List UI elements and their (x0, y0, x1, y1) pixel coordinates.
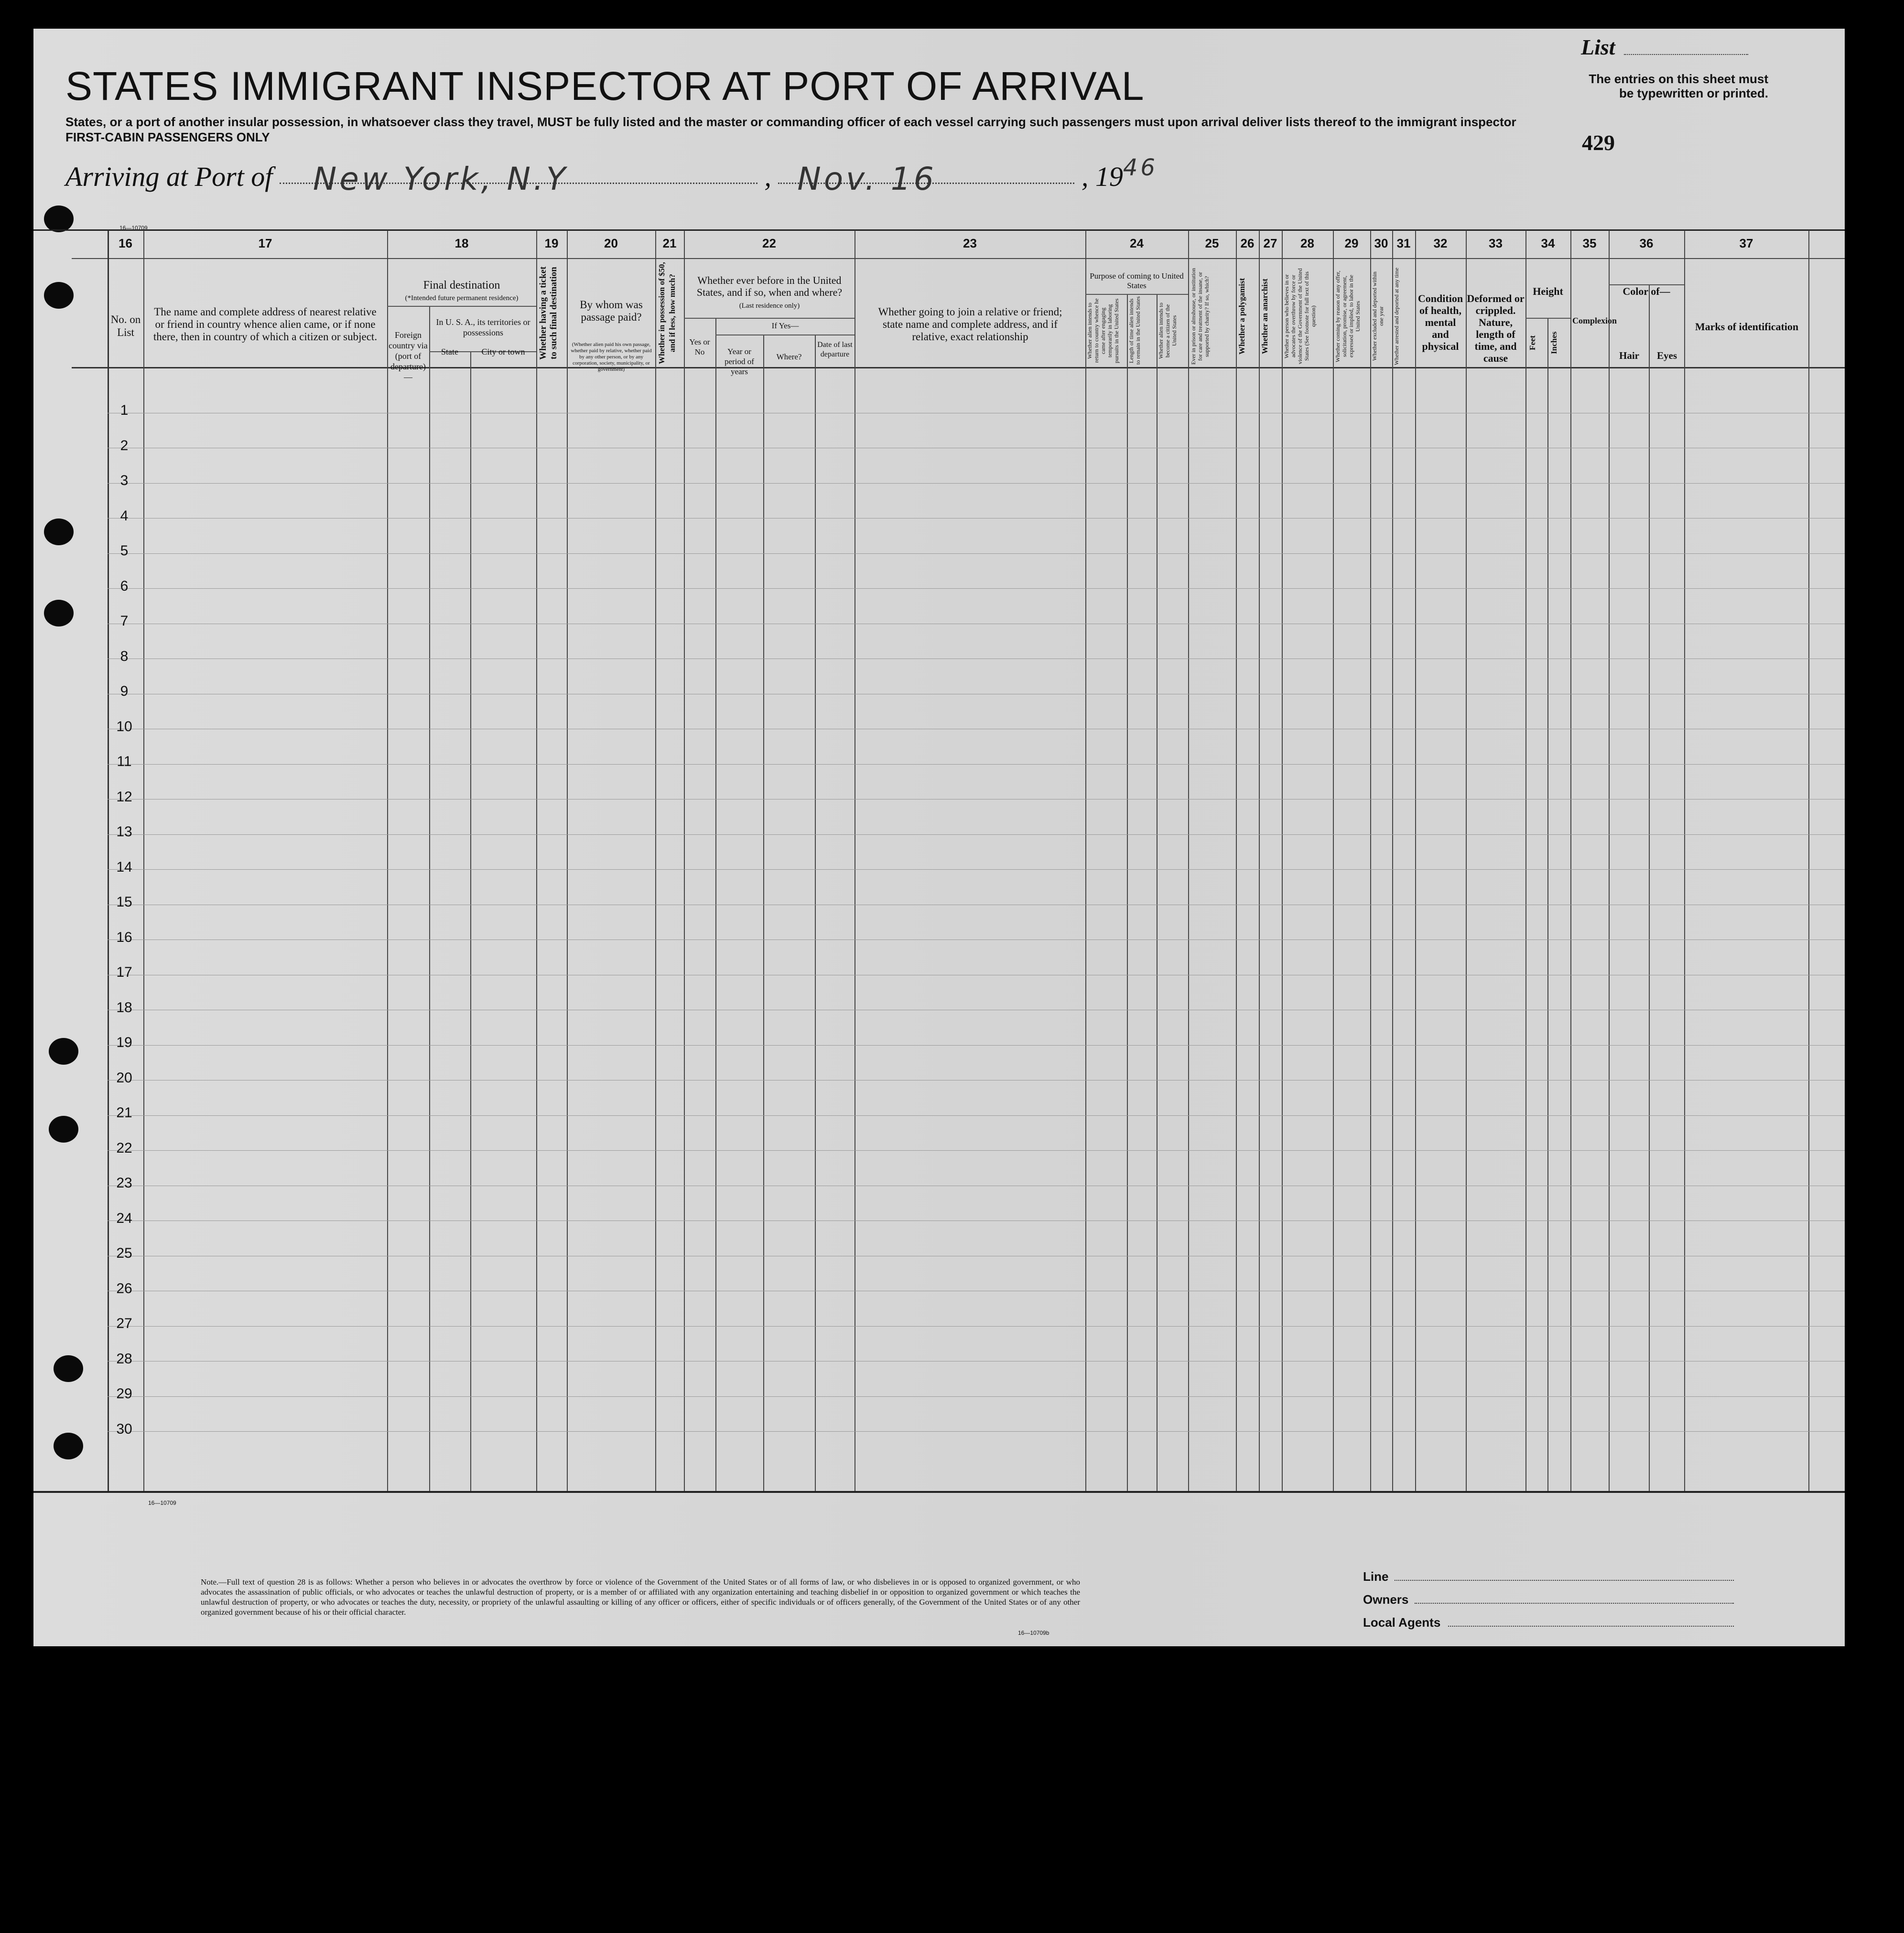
row-number: 17 (116, 964, 132, 980)
col-num-21: 21 (662, 236, 677, 250)
row-rule (108, 1045, 1845, 1046)
row-number: 11 (117, 754, 132, 769)
col-num-24: 24 (1130, 236, 1144, 250)
column-rule (684, 230, 685, 1491)
col-num-19: 19 (544, 236, 559, 250)
column-rule (815, 335, 816, 1491)
row-number: 27 (116, 1316, 132, 1331)
row-number: 14 (116, 859, 132, 875)
date-handwritten: Nov. 16 (797, 161, 937, 197)
column-rule (1127, 294, 1128, 1491)
heading-date-last-departure: Date of last departure (817, 341, 853, 358)
row-number: 6 (120, 578, 129, 594)
row-number: 19 (116, 1035, 132, 1050)
column-rule (387, 230, 388, 1491)
heading-possession-50: Whether in possession of $50, and if less, how much? (657, 262, 677, 364)
column-rule (1466, 230, 1467, 1491)
row-number: 5 (120, 543, 129, 559)
column-rule (1188, 230, 1189, 1491)
heading-state: State (441, 347, 458, 356)
heading-purpose-c: Whether alien intends to become a citizen of the United States (1158, 302, 1178, 359)
row-rule (108, 834, 1845, 835)
heading-complexion: Complexion (1572, 316, 1617, 325)
table-bottom-rule (33, 1491, 1845, 1493)
punch-hole (44, 282, 74, 309)
column-rule (1157, 294, 1158, 1491)
footnote-question-28: Note.—Full text of question 28 is as follows: Whether a person who believes in or advocates the overthrow by force or violence of the Government of the United States or of all forms of law, or who disbelieves in or is opposed to organized government, or who advocates the assassination of public officials, or who advocates or teaches the unlawful destruction of property, or is a member of or affiliated with any organization entertaining and teaching disbelief in or opposition to organized government or which teaches the unlawful destruction of property, or who advocates or teaches the duty, necessity, or propriety of the unlawful assaulting or killing of any officer or officers, either of specific individuals or of officers generally, of the Government of the United States or of any other organized government because of his or their official character. (201, 1577, 1080, 1617)
local-agents-label: Local Agents (1363, 1615, 1441, 1630)
col-num-33: 33 (1489, 236, 1503, 250)
column-rule (1259, 230, 1260, 1491)
column-rule (1649, 284, 1650, 1491)
heading-q30: Whether excluded and deported within one year (1371, 271, 1385, 361)
row-number: 26 (116, 1280, 132, 1296)
arriving-line: Arriving at Port of New York, N.Y , Nov. 16 , $19^{46}$ (65, 154, 1158, 197)
row-rule (108, 1396, 1845, 1397)
col-num-31: 31 (1396, 236, 1411, 250)
punch-hole (44, 518, 74, 545)
row-rule (108, 1220, 1845, 1221)
row-number: 15 (116, 894, 132, 910)
col-num-28: 28 (1300, 236, 1314, 250)
heading-q28: Whether a person who believes in or advocates the overthrow by force or violence of the Government of the United States (See footnote for full text of this question) (1283, 268, 1317, 365)
column-rule (429, 306, 430, 1491)
heading-city-town: City or town (481, 347, 525, 356)
footnote-code: 16—10709b (1018, 1630, 1049, 1636)
heading-by-whom: By whom was passage paid? (580, 299, 643, 323)
row-number: 28 (116, 1350, 132, 1367)
entries-note-line-2: be typewritten or printed. (1619, 86, 1768, 100)
col-num-25: 25 (1205, 236, 1219, 250)
row-number: 29 (116, 1386, 132, 1402)
entries-note (1548, 72, 1768, 100)
row-number: 18 (116, 999, 132, 1015)
col-num-18: 18 (454, 236, 469, 250)
port-field (280, 161, 757, 197)
row-rule (108, 483, 1845, 484)
column-rule (470, 351, 471, 1491)
heading-q31: Whether arrested and deported at any time (1393, 268, 1400, 365)
row-number: 12 (116, 788, 132, 805)
col-num-32: 32 (1433, 236, 1448, 250)
punch-hole (44, 600, 74, 626)
heading-nearest-relative: The name and complete address of nearest relative or friend in country whence alien came, or if none there, then in country of which a citizen or subject. (153, 306, 378, 343)
row-number: 24 (116, 1210, 132, 1226)
row-rule (108, 1115, 1845, 1116)
row-number: 20 (116, 1069, 132, 1086)
heading-q29: Whether coming by reason of any offer, solicitation, promise, or agreement, expressed or implied, to labor in the United States (1334, 270, 1361, 362)
column-rule (655, 230, 656, 1491)
row-rule (108, 553, 1845, 554)
row-number: 16 (116, 929, 132, 945)
column-rule (567, 230, 568, 1491)
year-handwritten: 46 (1123, 154, 1158, 181)
form-code: 16—10709 (119, 225, 148, 231)
col-num-34: 34 (1541, 236, 1555, 250)
col-num-27: 27 (1263, 236, 1277, 250)
column-rule (536, 230, 537, 1491)
port-handwritten: New York, N.Y (313, 161, 569, 197)
owners-label: Owners (1363, 1592, 1409, 1607)
page-title: STATES IMMIGRANT INSPECTOR AT PORT OF ARRIVAL (65, 64, 1145, 108)
punch-hole (54, 1433, 83, 1459)
column-rule (1609, 230, 1610, 1491)
col-num-35: 35 (1582, 236, 1597, 250)
subheader-rule (387, 306, 536, 307)
row-rule (108, 764, 1845, 765)
heading-prison: Ever in prison or almshouse, or institution for care and treatment of the insane, or supported by charity? If so, which? (1190, 268, 1210, 365)
punch-hole (49, 1116, 78, 1143)
column-rule (763, 335, 764, 1491)
row-number: 4 (120, 508, 129, 524)
entries-note-line-1: The entries on this sheet must (1589, 72, 1768, 86)
row-number: 13 (116, 824, 132, 840)
col-num-36: 36 (1639, 236, 1654, 250)
column-rule (1370, 230, 1371, 1491)
row-number: 2 (120, 437, 129, 454)
local-agents-field (1448, 1626, 1734, 1627)
column-rule (1570, 230, 1571, 1491)
row-rule (108, 1326, 1845, 1327)
heading-height: Height (1533, 285, 1563, 297)
row-number: 21 (116, 1105, 132, 1121)
heading-going-to-join: Whether going to join a relative or friend; state name and complete address, and if relative, exact relationship (878, 306, 1062, 343)
column-rule (1085, 230, 1086, 1491)
column-rule (1808, 230, 1809, 1491)
col-num-26: 26 (1240, 236, 1255, 250)
row-number: 30 (116, 1421, 132, 1437)
year-prefix: 19 (1095, 161, 1123, 192)
heading-final-destination: Final destination (423, 279, 500, 292)
row-rule (108, 1431, 1845, 1432)
heading-if-yes: If Yes— (771, 321, 799, 330)
heading-color-of: Color of— (1623, 285, 1670, 297)
header-bottom-rule (72, 367, 1845, 368)
col-num-37: 37 (1739, 236, 1753, 250)
heading-no-on-list: No. on List (110, 313, 141, 338)
heading-ticket: Whether having a ticket to such final destination (538, 266, 559, 360)
row-number: 1 (120, 402, 129, 418)
heading-condition: Condition of health, mental and physical (1417, 292, 1463, 352)
column-rule (143, 230, 144, 1491)
heading-foreign-country: Foreign country via (port of departure)— (389, 330, 428, 382)
heading-polygamist: Whether a polygamist (1237, 278, 1246, 355)
col-num-30: 30 (1374, 236, 1388, 250)
instructions-text: States, or a port of another insular possession, in whatsoever class they travel, MUST be fully listed and the master or commanding officer of each vessel carrying such passengers must upon arrival deliver lists thereof to the immigrant inspector (65, 115, 1516, 129)
column-rule (1525, 230, 1526, 1491)
table-code: 16—10709 (148, 1500, 176, 1506)
heading-feet: Feet (1528, 335, 1537, 350)
punch-hole (49, 1038, 78, 1065)
column-rule (1415, 230, 1416, 1491)
line-label: Line (1363, 1569, 1389, 1584)
column-number-rule (72, 258, 1845, 259)
row-rule (108, 1150, 1845, 1151)
row-number: 7 (120, 613, 129, 629)
row-number: 23 (116, 1175, 132, 1191)
cabin-note: FIRST-CABIN PASSENGERS ONLY (65, 130, 270, 144)
row-number: 9 (120, 683, 129, 699)
owners-field (1415, 1603, 1734, 1604)
row-number: 25 (116, 1245, 132, 1261)
subheader-rule (1525, 318, 1570, 319)
list-number: 429 (1582, 130, 1615, 155)
line-field (1395, 1580, 1734, 1581)
heading-purpose: Purpose of coming to United States (1090, 271, 1184, 290)
manifest-sheet (33, 29, 1845, 1646)
heading-where: Where? (776, 352, 802, 361)
row-number: 8 (120, 648, 129, 664)
subheader-rule (684, 318, 855, 319)
row-number: 10 (116, 718, 132, 734)
column-rule (1236, 230, 1237, 1491)
column-rule (1392, 230, 1393, 1491)
punch-hole (54, 1355, 83, 1382)
heading-hair: Hair (1619, 350, 1639, 361)
col-num-16: 16 (119, 236, 132, 250)
heading-ever-before: Whether ever before in the United States, and if so, when and where? (696, 274, 843, 298)
col-num-17: 17 (258, 236, 272, 250)
heading-purpose-b: Length of time alien intends to remain in the United States (1128, 296, 1141, 365)
subheader-rule (1085, 294, 1188, 295)
punch-hole (44, 205, 74, 232)
heading-deformed: Deformed or crippled. Nature, length of time, and cause (1467, 292, 1525, 364)
column-rule (1684, 230, 1685, 1491)
heading-anarchist: Whether an anarchist (1260, 278, 1269, 355)
row-number: 3 (120, 473, 129, 488)
heading-yes-or-no: Yes or No (689, 337, 710, 356)
col-num-20: 20 (604, 236, 618, 250)
heading-last-residence: (Last residence only) (739, 302, 800, 310)
col-num-29: 29 (1344, 236, 1359, 250)
list-label: List (1581, 35, 1615, 59)
row-rule (108, 869, 1845, 870)
heading-final-destination-note: (*Intended future permanent residence) (405, 294, 519, 302)
heading-purpose-a: Whether alien intends to return to country whence he came after engaging temporarily in laboring pursuits in the United States (1086, 298, 1120, 363)
heading-by-whom-note: (Whether alien paid his own passage, whether paid by relative, whether paid by any other person, or by any corporation, society, municipality, or government) (571, 342, 652, 372)
table-top-rule (33, 229, 1845, 231)
heading-year-or-period: Year or period of years (725, 347, 754, 376)
heading-marks: Marks of identification (1695, 321, 1799, 333)
column-rule (1333, 230, 1334, 1491)
col-num-23: 23 (963, 236, 977, 250)
column-rule (1282, 230, 1283, 1491)
heading-eyes: Eyes (1657, 350, 1677, 361)
col-num-22: 22 (762, 236, 776, 250)
date-field (778, 161, 1074, 197)
row-rule (108, 588, 1845, 589)
row-number: 22 (116, 1140, 132, 1156)
heading-in-usa: In U. S. A., its territories or possessions (436, 317, 530, 337)
arriving-label: Arriving at Port of (65, 161, 273, 192)
heading-inches: Inches (1549, 331, 1558, 354)
list-number-line (1624, 54, 1748, 55)
